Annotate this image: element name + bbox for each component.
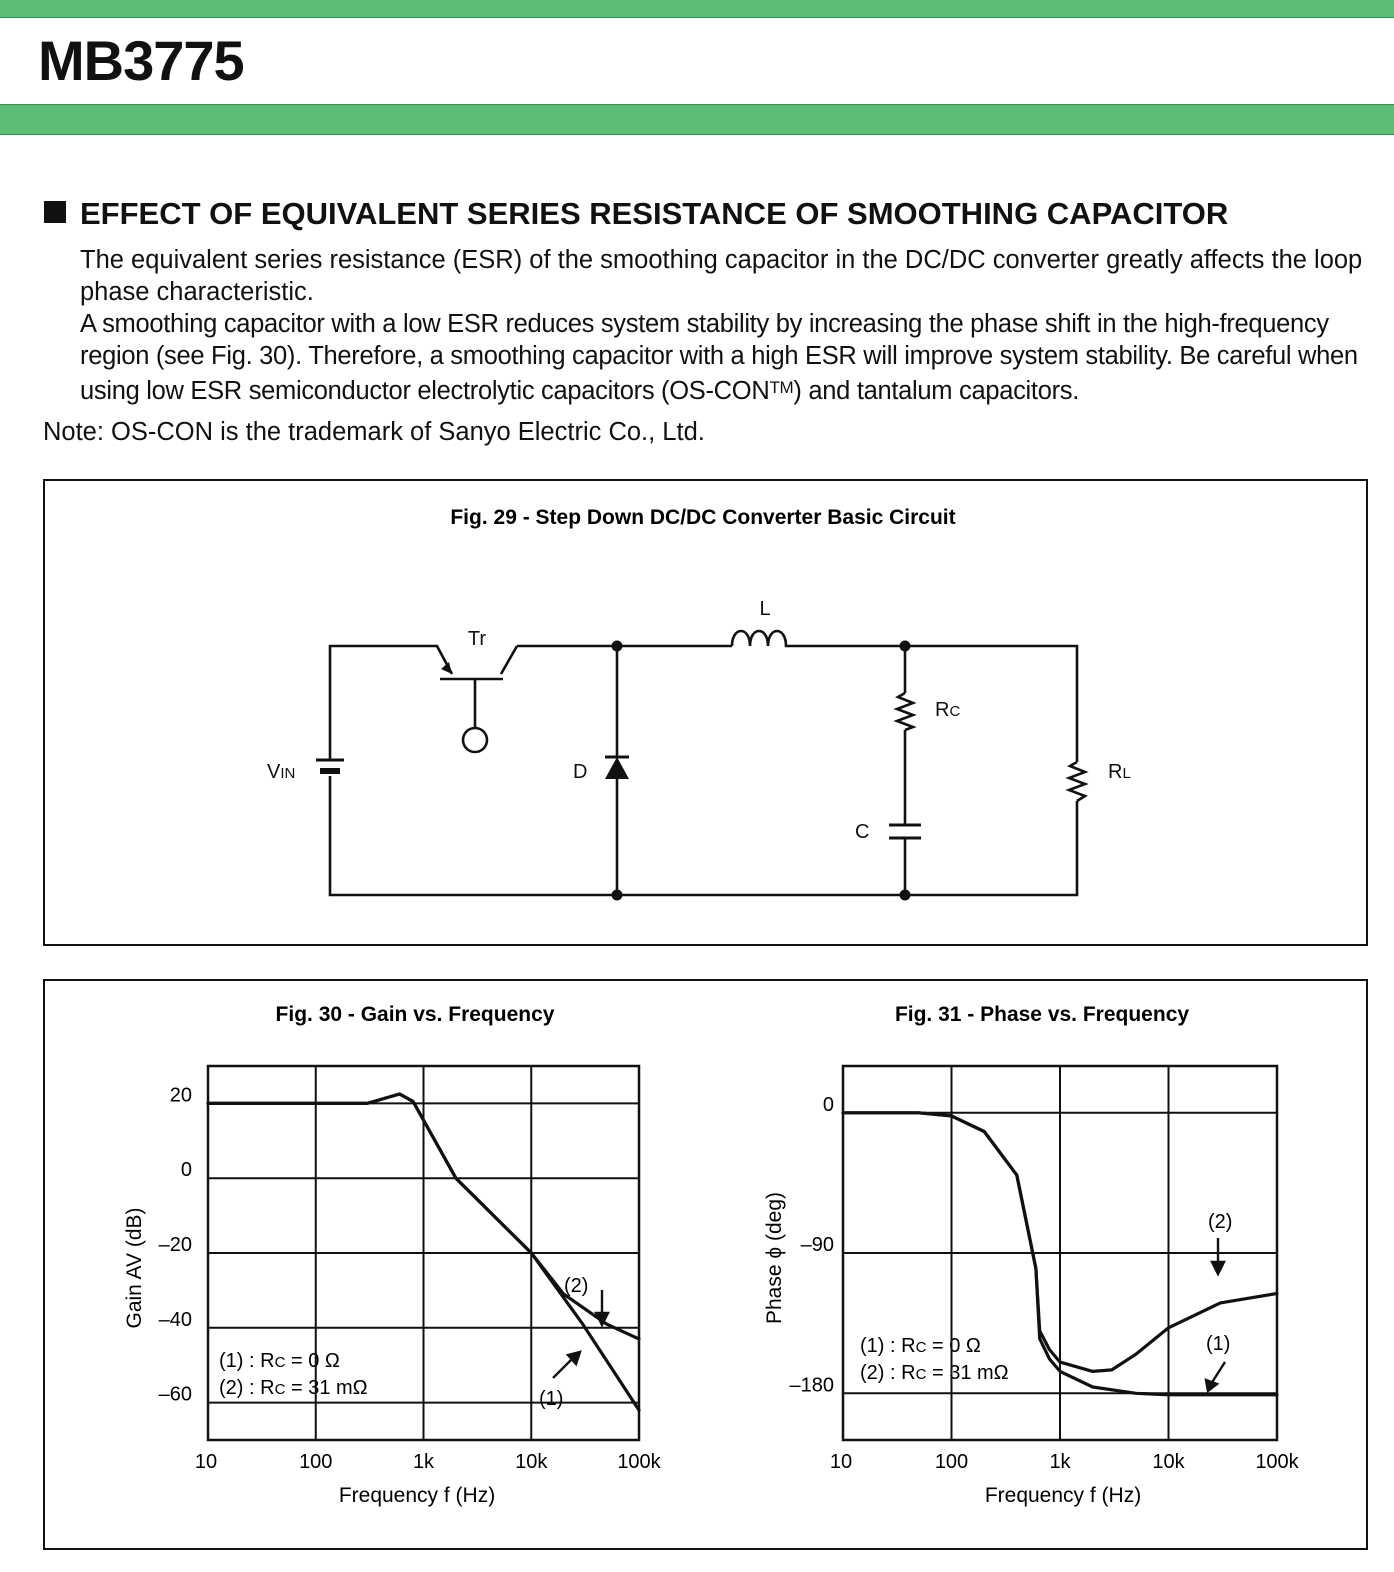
fig31-arrowhead-2-icon bbox=[1212, 1262, 1224, 1274]
document-title: MB3775 bbox=[38, 29, 244, 92]
label-vin-main: V bbox=[267, 761, 281, 783]
paragraph-esr-intro: The equivalent series resistance (ESR) of the smoothing capacitor in the DC/DC converter greatly affects the loop phase characteristic. bbox=[80, 246, 1363, 306]
fig30-legend bbox=[219, 1350, 368, 1399]
legend-text: = 0 Ω bbox=[285, 1350, 340, 1372]
fig30-ytick-label: –20 bbox=[158, 1234, 192, 1256]
fig31-annotation-2: (2) bbox=[1208, 1211, 1233, 1233]
legend-sub: C bbox=[274, 1354, 286, 1371]
fig30-ytick-label: 20 bbox=[169, 1084, 192, 1107]
fig31-legend-1 bbox=[860, 1335, 981, 1357]
legend-text: (1) : R bbox=[860, 1335, 916, 1357]
label-c: C bbox=[855, 821, 870, 843]
fig31-annotation-1: (1) bbox=[1206, 1333, 1231, 1355]
legend-text: (2) : R bbox=[219, 1377, 275, 1399]
fig30-legend-1 bbox=[219, 1350, 340, 1372]
label-l: L bbox=[759, 598, 771, 620]
fig30-xtick-label: 10 bbox=[194, 1451, 218, 1473]
section-heading-text: EFFECT OF EQUIVALENT SERIES RESISTANCE OF SMOOTHING CAPACITOR bbox=[80, 196, 1229, 231]
paragraph-text: A smoothing capacitor with a low ESR reduces system stability by increasing the phase shift in the high-frequency region (see Fig. 30). Therefore, a smoothing capacitor with a high ESR will improve system stability. Be careful when using low ESR semiconductor electrolytic capacitors (OS-CON bbox=[80, 310, 1358, 405]
fig31-ytick-label: –180 bbox=[789, 1374, 834, 1397]
fig30-xtick-label: 1k bbox=[412, 1451, 435, 1473]
legend-text: (2) : R bbox=[860, 1362, 916, 1384]
fig31-xtick-label: 10k bbox=[1152, 1451, 1185, 1473]
fig30-annotation-2: (2) bbox=[564, 1275, 589, 1297]
label-rc-main: R bbox=[935, 699, 950, 721]
fig30-xtick-label: 100 bbox=[299, 1451, 333, 1473]
legend-text: = 31 mΩ bbox=[926, 1362, 1009, 1384]
fig31-axes bbox=[790, 1066, 1300, 1473]
trademark-mark: TM bbox=[769, 378, 794, 397]
trademark-note: Note: OS-CON is the trademark of Sanyo Electric Co., Ltd. bbox=[43, 418, 705, 446]
legend-sub: C bbox=[915, 1366, 927, 1383]
legend-text: = 0 Ω bbox=[926, 1335, 981, 1357]
label-tr: Tr bbox=[467, 628, 487, 650]
fig30-legend-2 bbox=[219, 1377, 368, 1399]
legend-text: = 31 mΩ bbox=[285, 1377, 368, 1399]
legend-text: (1) : R bbox=[219, 1350, 275, 1372]
fig31-xlabel: Frequency f (Hz) bbox=[984, 1484, 1142, 1507]
legend-sub: C bbox=[915, 1339, 927, 1356]
fig31-xtick-label: 100 bbox=[934, 1451, 969, 1473]
fig30-annotation-1: (1) bbox=[539, 1388, 564, 1410]
fig30-xlabel: Frequency f (Hz) bbox=[338, 1484, 496, 1507]
fig30-ytick-label: –60 bbox=[158, 1383, 192, 1406]
fig30-xtick-label: 10k bbox=[515, 1451, 548, 1473]
fig29-title: Fig. 29 - Step Down DC/DC Converter Basic Circuit bbox=[450, 506, 956, 529]
fig30-xtick-label: 100k bbox=[617, 1451, 661, 1473]
fig31-xtick-label: 1k bbox=[1049, 1451, 1071, 1473]
fig30-title: Fig. 30 - Gain vs. Frequency bbox=[275, 1003, 555, 1026]
fig31-ytick-label: 0 bbox=[822, 1093, 834, 1116]
label-rl-main: R bbox=[1108, 761, 1123, 783]
label-rl-sub: L bbox=[1122, 765, 1131, 782]
label-d: D bbox=[573, 761, 588, 783]
legend-sub: C bbox=[274, 1381, 286, 1398]
fig30-ytick-label: 0 bbox=[180, 1159, 192, 1182]
fig31-xtick-label: 10 bbox=[829, 1451, 853, 1473]
label-vin-sub: IN bbox=[280, 765, 296, 782]
fig31-legend bbox=[860, 1335, 1009, 1384]
fig31-title: Fig. 31 - Phase vs. Frequency bbox=[894, 1003, 1190, 1026]
fig31-xtick-label: 100k bbox=[1255, 1451, 1299, 1473]
paragraph-text-end: ) and tantalum capacitors. bbox=[793, 377, 1080, 405]
fig30-ytick-label: –40 bbox=[158, 1308, 192, 1331]
label-rc-sub: C bbox=[949, 703, 961, 720]
fig31-arrowhead-1-icon bbox=[1206, 1380, 1217, 1391]
fig30-axes bbox=[159, 1066, 662, 1473]
fig31-ylabel: Phase ϕ (deg) bbox=[763, 1192, 786, 1324]
fig31-arrow-1-icon bbox=[1211, 1362, 1225, 1384]
fig31-legend-2 bbox=[860, 1362, 1009, 1384]
fig31-ytick-label: –90 bbox=[800, 1234, 834, 1256]
fig30-ylabel: Gain AV (dB) bbox=[123, 1207, 146, 1329]
